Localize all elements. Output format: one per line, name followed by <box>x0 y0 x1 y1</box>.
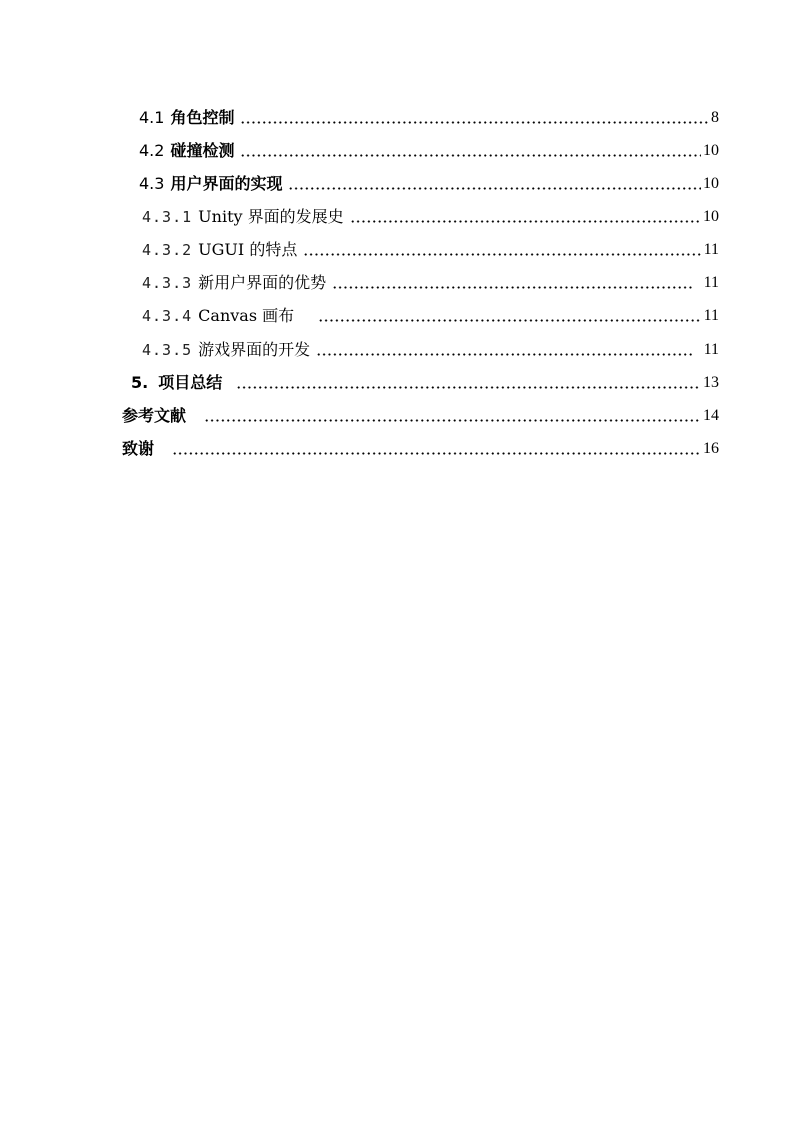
toc-page-number: 11 <box>703 274 719 291</box>
toc-entry-acknowledgements[interactable] <box>122 437 719 459</box>
toc-entry-title: 新用户界面的优势 <box>198 273 327 292</box>
toc-page-number: 14 <box>703 407 719 424</box>
toc-entry-title: UGUI 的特点 <box>198 240 298 259</box>
toc-entry-4-3-2[interactable] <box>142 238 719 260</box>
toc-entry-5[interactable] <box>131 371 719 393</box>
toc-entry-number: 4.3.3 <box>142 274 193 292</box>
toc-page-number: 11 <box>703 241 719 258</box>
toc-dot-leader <box>204 402 701 422</box>
toc-entry-number: 4.2 <box>139 141 165 160</box>
toc-entry-4-1[interactable] <box>139 106 719 128</box>
toc-entry-title: 用户界面的实现 <box>170 174 283 193</box>
toc-dot-leader <box>240 104 709 124</box>
toc-entry-references[interactable] <box>122 404 719 426</box>
toc-entry-label <box>139 174 288 194</box>
toc-entry-4-3-5[interactable] <box>142 338 719 360</box>
toc-entry-label <box>122 406 204 426</box>
toc-entry-title: Unity 界面的发展史 <box>198 207 344 226</box>
toc-page-number: 13 <box>703 374 719 391</box>
toc-dot-leader <box>318 302 701 322</box>
toc-page-number: 10 <box>703 208 719 225</box>
toc-entry-number: 4.3 <box>139 174 165 193</box>
toc-entry-label <box>139 141 240 161</box>
toc-entry-number: 4.3.1 <box>142 208 193 226</box>
toc-dot-leader <box>303 236 701 256</box>
toc-dot-leader <box>350 203 701 223</box>
toc-entry-label <box>131 373 236 393</box>
toc-page-number: 10 <box>703 142 719 159</box>
toc-entry-number: 4.3.4 <box>142 307 193 325</box>
toc-dot-leader <box>236 369 701 389</box>
toc-entry-title: 参考文献 <box>122 406 187 425</box>
toc-dot-leader <box>316 336 691 356</box>
toc-dot-leader <box>288 170 701 190</box>
toc-entry-number: 4.3.5 <box>142 341 193 359</box>
toc-page-number: 11 <box>703 307 719 324</box>
toc-entry-label <box>142 306 318 326</box>
toc-entry-title: 角色控制 <box>170 108 235 127</box>
toc-entry-label <box>142 273 332 293</box>
toc-page-number: 10 <box>703 175 719 192</box>
toc-page-number: 11 <box>703 341 719 358</box>
toc-page-number: 8 <box>711 109 719 126</box>
toc-entry-title: 致谢 <box>122 439 155 458</box>
toc-dot-leader <box>172 435 701 455</box>
toc-entry-title: 碰撞检测 <box>170 141 235 160</box>
toc-entry-title: 游戏界面的开发 <box>198 340 311 359</box>
toc-page-number: 16 <box>703 440 719 457</box>
toc-dot-leader <box>332 269 691 289</box>
toc-entry-4-3-3[interactable] <box>142 271 719 293</box>
toc-entry-4-2[interactable] <box>139 139 719 161</box>
toc-dot-leader <box>240 137 701 157</box>
toc-entry-4-3-1[interactable] <box>142 205 719 227</box>
toc-entry-number: 5. <box>131 373 149 392</box>
toc-entry-4-3[interactable] <box>139 172 719 194</box>
toc-entry-label <box>139 108 240 128</box>
toc-entry-number: 4.3.2 <box>142 241 193 259</box>
toc-entry-4-3-4[interactable] <box>142 304 719 326</box>
toc-entry-title: 项目总结 <box>158 373 223 392</box>
toc-entry-title: Canvas 画布 <box>198 306 295 325</box>
toc-entry-label <box>142 207 350 227</box>
toc-entry-label <box>142 340 316 360</box>
toc-entry-label <box>122 439 172 459</box>
toc-entry-number: 4.1 <box>139 108 165 127</box>
toc-entry-label <box>142 240 303 260</box>
